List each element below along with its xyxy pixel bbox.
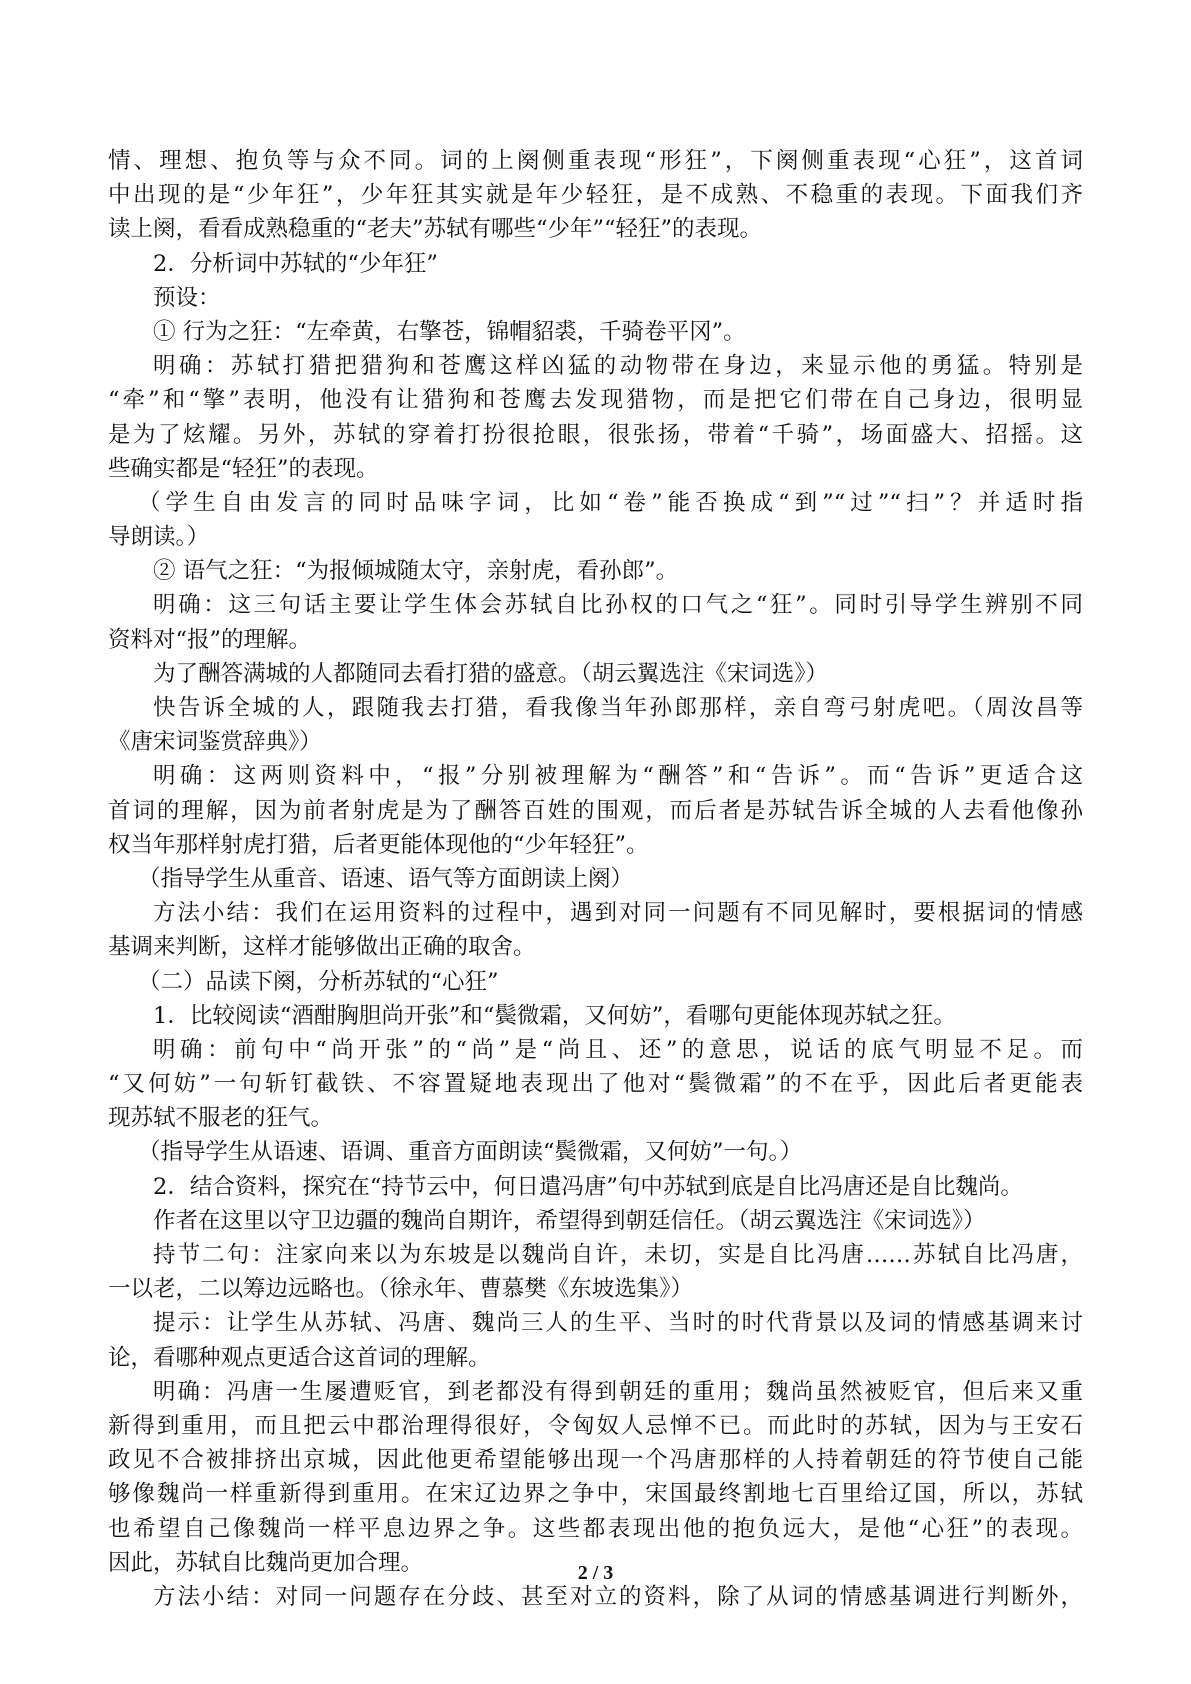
- text-line: 2．结合资料，探究在“持节云中，何日遣冯唐”句中苏轼到底是自比冯唐还是自比魏尚。: [153, 1173, 1023, 1200]
- text-line: 快告诉全城的人，跟随我去打猎，看我像当年孙郎那样，亲自弯弓射虎吧。（周汝昌等: [153, 695, 1083, 721]
- text-line: 明确：这两则资料中，“报”分别被理解为“酬答”和“告诉”。而“告诉”更适合这: [153, 763, 1083, 790]
- section-heading: （二）品读下阕，分析苏轼的“心狂”: [138, 968, 499, 995]
- text-line: 方法小结：对同一问题存在分歧、甚至对立的资料，除了从词的情感基调进行判断外，: [153, 1583, 1083, 1610]
- text-line: 作者在这里以守卫边疆的魏尚自期许，希望得到朝廷信任。（胡云翼选注《宋词选》）: [153, 1207, 986, 1234]
- text-line: 新得到重用，而且把云中郡治理得很好，令匈奴人忌惮不已。而此时的苏轼，因为与王安石: [108, 1412, 1083, 1439]
- text-line: 现苏轼不服老的狂气。: [108, 1105, 334, 1132]
- text-line: 明确：这三句话主要让学生体会苏轼自比孙权的口气之“狂”。同时引导学生辨别不同: [153, 592, 1083, 619]
- text-line: （指导学生从语速、语调、重音方面朗读“鬓微霜，又何妨”一句。）: [138, 1139, 803, 1166]
- text-line: 些确实都是“轻狂”的表现。: [108, 455, 379, 482]
- text-line: ② 语气之狂：“为报倾城随太守，亲射虎，看孙郎”。: [153, 558, 679, 585]
- text-line: 是为了炫耀。另外，苏轼的穿着打扮很抢眼，很张扬，带着“千骑”，场面盛大、招摇。这: [108, 421, 1083, 448]
- text-line: ① 行为之狂：“左牵黄，右擎苍，锦帽貂裘，千骑卷平冈”。: [153, 318, 746, 345]
- text-line: （指导学生从重音、语速、语气等方面朗读上阕）: [138, 865, 634, 892]
- text-line: 方法小结：我们在运用资料的过程中，遇到对同一问题有不同见解时，要根据词的情感: [153, 900, 1083, 927]
- text-line: 因此，苏轼自比魏尚更加合理。: [108, 1549, 424, 1576]
- text-line: 情、理想、抱负等与众不同。词的上阕侧重表现“形狂”，下阕侧重表现“心狂”，这首词: [108, 148, 1083, 174]
- document-body: [108, 144, 1083, 1614]
- text-line: “牵”和“擎”表明，他没有让猎狗和苍鹰去发现猎物，而是把它们带在自己身边，很明显: [108, 387, 1083, 414]
- text-line: 为了酬答满城的人都随同去看打猎的盛意。（胡云翼选注《宋词选》）: [153, 660, 829, 687]
- text-line: 够像魏尚一样重新得到重用。在宋辽边界之争中，宋国最终割地七百里给辽国，所以，苏轼: [108, 1481, 1083, 1508]
- text-line: 持节二句：注家向来以为东坡是以魏尚自许，未切，实是自比冯唐……苏轼自比冯唐，: [153, 1242, 1083, 1268]
- text-line: 读上阕，看看成熟稳重的“老夫”苏轼有哪些“少年”“轻狂”的表现。: [108, 216, 763, 243]
- page-number: 2 / 3: [577, 1562, 614, 1584]
- text-line: 提示：让学生从苏轼、冯唐、魏尚三人的生平、当时的时代背景以及词的情感基调来讨: [153, 1310, 1083, 1337]
- text-line: 政见不合被排挤出京城，因此他更希望能够出现一个冯唐那样的人持着朝廷的符节使自己能: [108, 1447, 1083, 1474]
- text-line: 论，看哪种观点更适合这首词的理解。: [108, 1344, 491, 1371]
- text-line: 资料对“报”的理解。: [108, 626, 312, 653]
- text-line: 中出现的是“少年狂”，少年狂其实就是年少轻狂，是不成熟、不稳重的表现。下面我们齐: [108, 182, 1083, 209]
- text-line: 明确：苏轼打猎把猎狗和苍鹰这样凶猛的动物带在身边，来显示他的勇猛。特别是: [153, 353, 1083, 380]
- text-line: 导朗读。）: [108, 524, 210, 551]
- text-line: 也希望自己像魏尚一样平息边界之争。这些都表现出他的抱负远大，是他“心狂”的表现。: [108, 1515, 1083, 1542]
- text-line: 首词的理解，因为前者射虎是为了酬答百姓的围观，而后者是苏轼告诉全城的人去看他像孙: [108, 797, 1083, 824]
- text-line: 1．比较阅读“酒酣胸胆尚开张”和“鬓微霜，又何妨”，看哪句更能体现苏轼之狂。: [153, 1002, 956, 1029]
- text-line: （学生自由发言的同时品味字词，比如“卷”能否换成“到”“过”“扫”？并适时指: [138, 489, 1083, 516]
- text-line: 明确：前句中“尚开张”的“尚”是“尚且、还”的意思，说话的底气明显不足。而: [153, 1036, 1083, 1063]
- text-line: 《唐宋词鉴赏辞典》）: [108, 729, 322, 756]
- text-line: “又何妨”一句斩钉截铁、不容置疑地表现出了他对“鬓微霜”的不在乎，因此后者更能表: [108, 1071, 1083, 1098]
- text-line: 权当年那样射虎打猎，后者更能体现他的“少年轻狂”。: [108, 831, 649, 858]
- text-line: 一以老，二以筹边远略也。（徐永年、曹慕樊《东坡选集》）: [108, 1276, 694, 1303]
- text-line: 预设：: [153, 284, 221, 311]
- text-line: 2．分析词中苏轼的“少年狂”: [153, 250, 438, 277]
- text-line: 明确：冯唐一生屡遭贬官，到老都没有得到朝廷的重用；魏尚虽然被贬官，但后来又重: [153, 1378, 1083, 1405]
- text-line: 基调来判断，这样才能够做出正确的取舍。: [108, 934, 536, 961]
